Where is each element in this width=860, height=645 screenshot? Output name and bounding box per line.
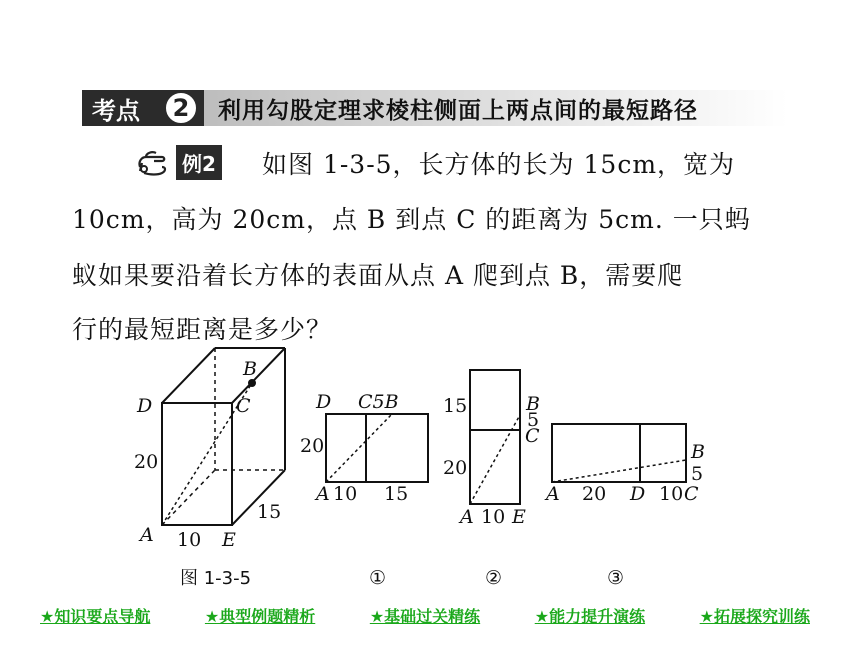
net-3-rect bbox=[552, 424, 686, 482]
cuboid-label-a: A bbox=[140, 524, 154, 546]
cuboid-diagram bbox=[162, 348, 285, 525]
net-2-width-label: 10 bbox=[481, 506, 506, 528]
net-3-diagram bbox=[552, 424, 686, 482]
problem-line-1: 如图 1-3-5，长方体的长为 15cm，宽为 bbox=[262, 150, 736, 179]
cuboid-length-label: 15 bbox=[257, 501, 282, 523]
figure-sub-1: ① bbox=[369, 567, 387, 589]
net-3-label-d: D bbox=[630, 483, 646, 505]
net-1-width-label: 10 bbox=[333, 483, 358, 505]
net-1-label-d: D bbox=[316, 391, 332, 413]
net-3-label-c: C bbox=[684, 483, 699, 505]
problem-line-2: 10cm，高为 20cm，点 B 到点 C 的距离为 5cm. 一只蚂 bbox=[72, 205, 751, 234]
net-3-label-a: A bbox=[546, 483, 560, 505]
topic-badge: 考点 bbox=[82, 90, 204, 126]
cuboid-hidden-depth bbox=[162, 470, 215, 525]
problem-line-4: 行的最短距离是多少？ bbox=[72, 315, 333, 344]
point-b-dot bbox=[248, 379, 256, 387]
bottom-nav bbox=[40, 604, 810, 627]
net-1-rect bbox=[326, 414, 428, 482]
cuboid-height-label: 20 bbox=[134, 451, 159, 473]
net-2-diagram bbox=[470, 370, 520, 504]
net-2-path bbox=[470, 415, 520, 504]
net-2-top-label: 15 bbox=[443, 395, 468, 417]
figure-sub-3: ③ bbox=[607, 567, 625, 589]
topic-title: 利用勾股定理求棱柱侧面上两点间的最短路径 bbox=[204, 90, 788, 126]
net-1-length-label: 15 bbox=[384, 483, 409, 505]
cuboid-front-face bbox=[162, 403, 232, 525]
net-2-bottom-label: 20 bbox=[443, 457, 468, 479]
net-1-label-a: A bbox=[316, 483, 330, 505]
net-2-label-c: C bbox=[525, 425, 540, 447]
nav-ability-practice[interactable]: ★能力提升演练 bbox=[534, 607, 646, 626]
cuboid-width-label: 10 bbox=[177, 529, 202, 551]
net-2-five-label: 5 bbox=[527, 409, 540, 431]
net-2-label-e: E bbox=[512, 506, 526, 528]
nav-basic-practice[interactable]: ★基础过关精练 bbox=[369, 607, 481, 626]
nav-knowledge-guide[interactable]: ★知识要点导航 bbox=[40, 607, 151, 626]
net-3-five-label: 5 bbox=[691, 463, 704, 485]
nav-typical-examples[interactable]: ★典型例题精析 bbox=[204, 607, 316, 626]
net-1-diagram bbox=[326, 414, 428, 482]
net-2-label-b: B bbox=[526, 393, 540, 415]
figure-sub-2: ② bbox=[485, 567, 503, 589]
net-3-length-label: 20 bbox=[582, 483, 607, 505]
net-2-label-a: A bbox=[460, 506, 474, 528]
problem-line-3: 蚁如果要沿着长方体的表面从点 A 爬到点 B，需要爬 bbox=[72, 261, 684, 290]
cuboid-label-e: E bbox=[222, 529, 236, 551]
cuboid-label-d: D bbox=[137, 395, 153, 417]
topic-number: 2 bbox=[164, 91, 198, 125]
net-1-label-c5b: C5B bbox=[358, 391, 399, 413]
nav-extension-training[interactable]: ★拓展探究训练 bbox=[699, 607, 810, 626]
net-1-height-label: 20 bbox=[300, 435, 325, 457]
example-label: 例2 bbox=[176, 145, 222, 180]
cuboid-top-left-edge bbox=[162, 348, 215, 403]
net-2-rect bbox=[470, 370, 520, 504]
cuboid-label-c: C bbox=[236, 395, 251, 417]
cuboid-label-b: B bbox=[243, 358, 257, 380]
net-3-label-b: B bbox=[691, 441, 705, 463]
net-1-path bbox=[326, 414, 392, 482]
net-3-width-label: 10 bbox=[659, 483, 684, 505]
figure-caption: 图 1-3-5 bbox=[180, 568, 252, 589]
net-3-path bbox=[552, 460, 686, 482]
